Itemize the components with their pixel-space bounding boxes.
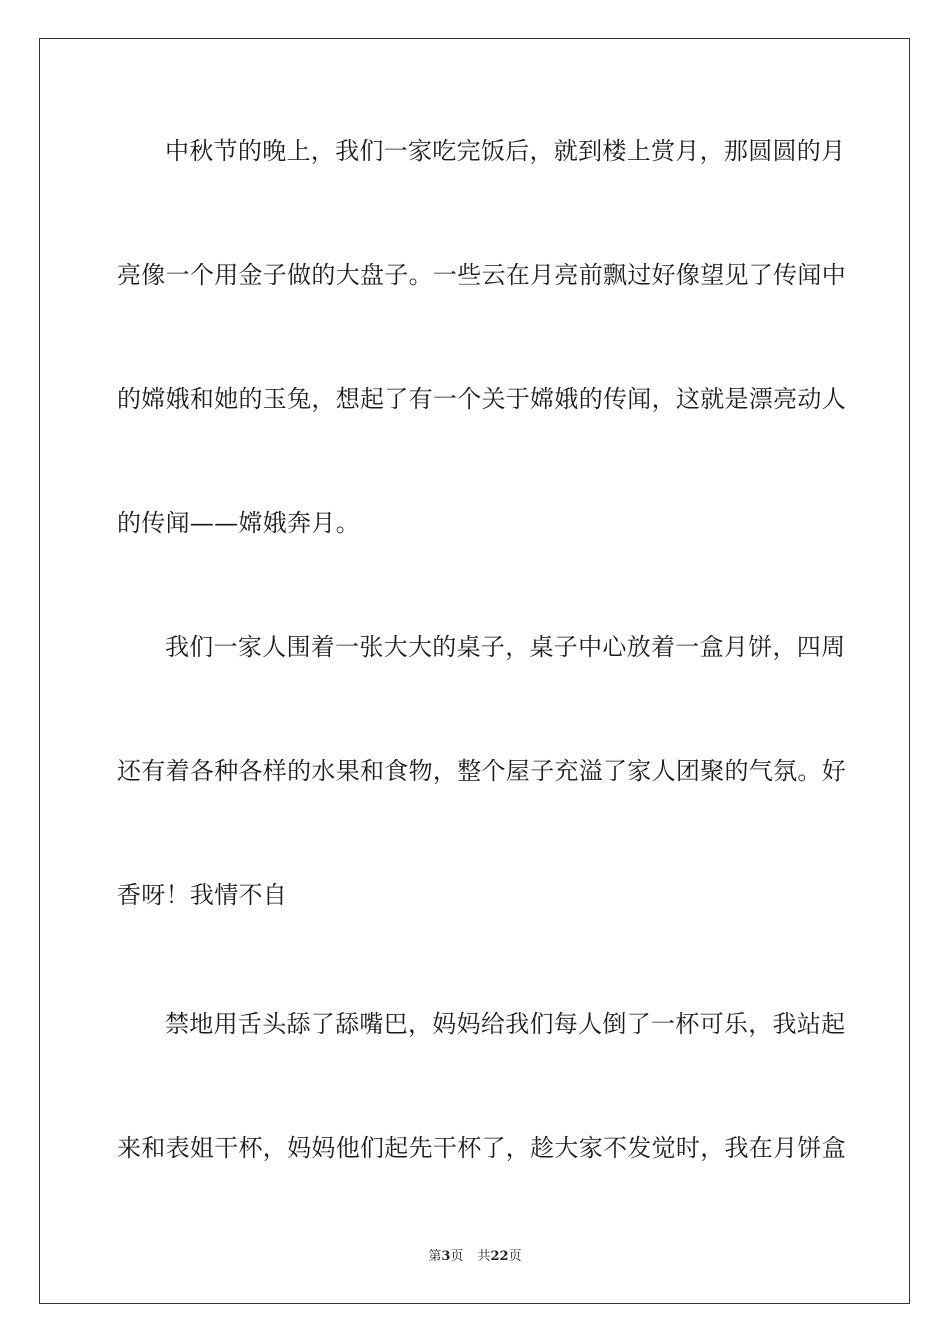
paragraph-1-line-3: 的嫦娥和她的玉兔，想起了有一个关于嫦娥的传闻，这就是漂亮动人 — [117, 385, 846, 413]
paragraph-2-line-3: 香呀！我情不自 — [117, 881, 288, 909]
paragraph-2-line-2: 还有着各种各样的水果和食物，整个屋子充溢了家人团聚的气氛。好 — [117, 757, 846, 785]
paragraph-3-line-2: 来和表姐干杯，妈妈他们起先干杯了，趁大家不发觉时，我在月饼盒 — [117, 1134, 846, 1162]
page-footer — [0, 1248, 950, 1266]
paragraph-3-line-1: 禁地用舌头舔了舔嘴巴，妈妈给我们每人倒了一杯可乐，我站起 — [165, 1010, 846, 1038]
paragraph-2-line-1: 我们一家人围着一张大大的桌子，桌子中心放着一盒月饼，四周 — [165, 633, 846, 661]
page-border — [39, 38, 910, 1304]
page-total: 22 — [490, 1249, 509, 1264]
paragraph-1-line-4: 的传闻——嫦娥奔月。 — [117, 509, 360, 537]
page-suffix: 页 — [450, 1249, 464, 1264]
paragraph-1-line-2: 亮像一个用金子做的大盘子。一些云在月亮前飘过好像望见了传闻中 — [117, 261, 846, 289]
total-prefix: 共 — [477, 1249, 491, 1264]
page-number: 3 — [441, 1249, 451, 1264]
paragraph-1-line-1: 中秋节的晚上，我们一家吃完饭后，就到楼上赏月，那圆圆的月 — [165, 137, 846, 165]
page-prefix: 第 — [428, 1249, 442, 1264]
total-suffix: 页 — [508, 1249, 522, 1264]
